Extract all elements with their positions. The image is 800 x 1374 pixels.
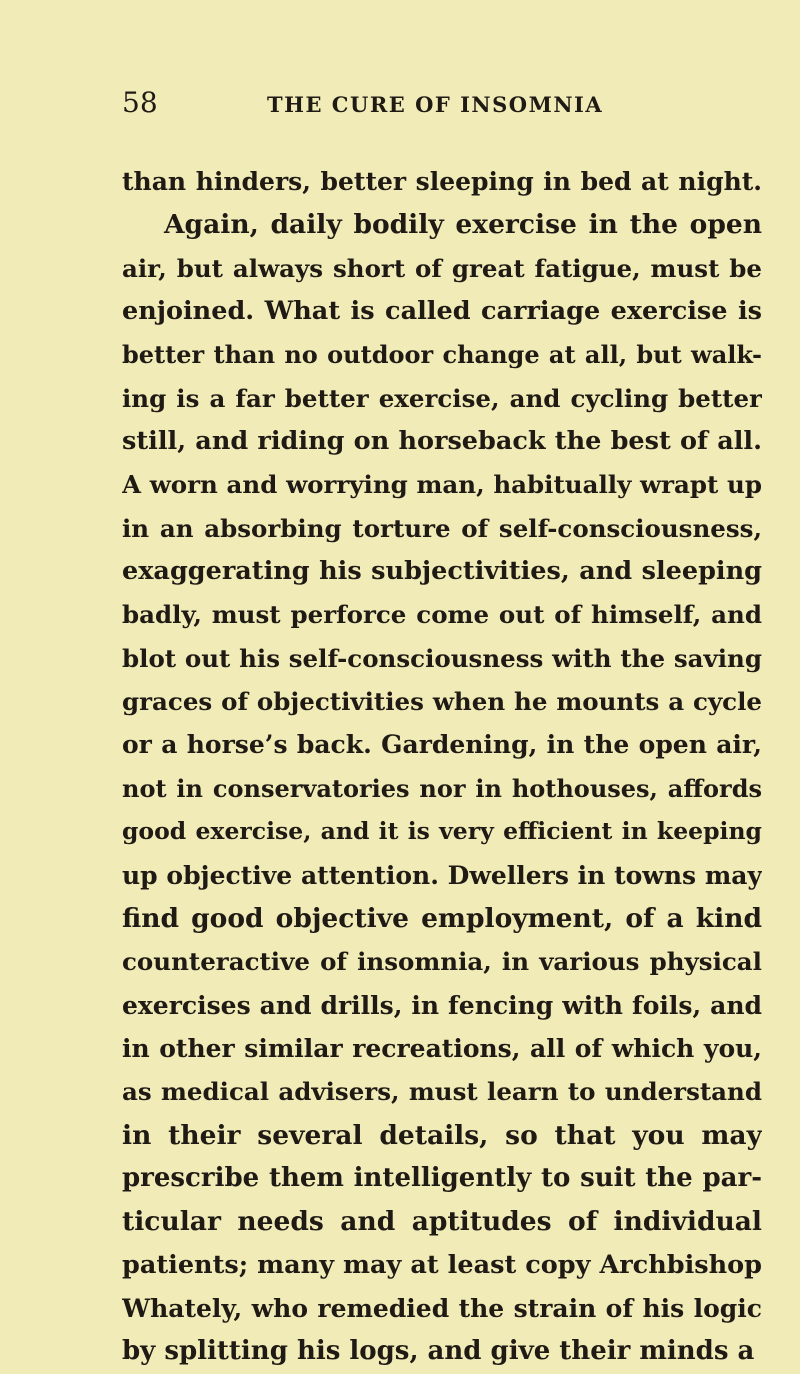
text-line: patients; many may at least copy Archbishop <box>122 1249 762 1280</box>
running-head: THE CURE OF INSOMNIA <box>267 92 604 117</box>
text-line: enjoined. What is called carriage exercise is <box>122 296 762 327</box>
text-line: in their several details, so that you may <box>122 1119 762 1151</box>
text-line: than hinders, better sleeping in bed at night. <box>122 167 762 196</box>
text-line: Again, daily bodily exercise in the open <box>164 209 762 241</box>
text-line: A worn and worrying man, habitually wrapt up <box>122 470 762 500</box>
text-line: in an absorbing torture of self-consciousness, <box>122 513 762 543</box>
text-line: badly, must perforce come out of himself, and <box>122 600 762 630</box>
text-line: still, and riding on horseback the best of all. <box>122 426 762 457</box>
body-text <box>122 160 762 1374</box>
text-line: ing is a far better exercise, and cycling better <box>122 383 762 413</box>
text-line: graces of objectivities when he mounts a cycle <box>122 687 762 717</box>
text-line: find good objective employment, of a kind <box>122 902 762 934</box>
text-line: good exercise, and it is very efficient in keeping <box>122 817 762 846</box>
page-number: 58 <box>122 86 158 119</box>
text-line: not in conservatories nor in hothouses, affords <box>122 773 762 803</box>
text-line: up objective attention. Dwellers in towns may <box>122 860 762 890</box>
text-line: in other similar recreations, all of which you, <box>122 1033 762 1063</box>
text-line: or a horse’s back. Gardening, in the open air, <box>122 730 762 760</box>
page-header <box>122 86 682 126</box>
text-line: exaggerating his subjectivities, and sleeping <box>122 556 762 587</box>
text-line: better than no outdoor change at all, but walk- <box>122 340 762 370</box>
text-line: counteractive of insomnia, in various physical <box>122 947 762 977</box>
text-line: ticular needs and aptitudes of individual <box>122 1206 762 1238</box>
text-line: by splitting his logs, and give their minds a <box>122 1336 755 1367</box>
text-line: exercises and drills, in fencing with foils, and <box>122 990 762 1020</box>
text-line: as medical advisers, must learn to understand <box>122 1077 762 1107</box>
text-line: Whately, who remedied the strain of his logic <box>122 1293 762 1323</box>
text-line: air, but always short of great fatigue, must be <box>122 253 762 283</box>
text-line: prescribe them intelligently to suit the par- <box>122 1162 762 1193</box>
text-line: blot out his self-consciousness with the saving <box>122 643 762 673</box>
